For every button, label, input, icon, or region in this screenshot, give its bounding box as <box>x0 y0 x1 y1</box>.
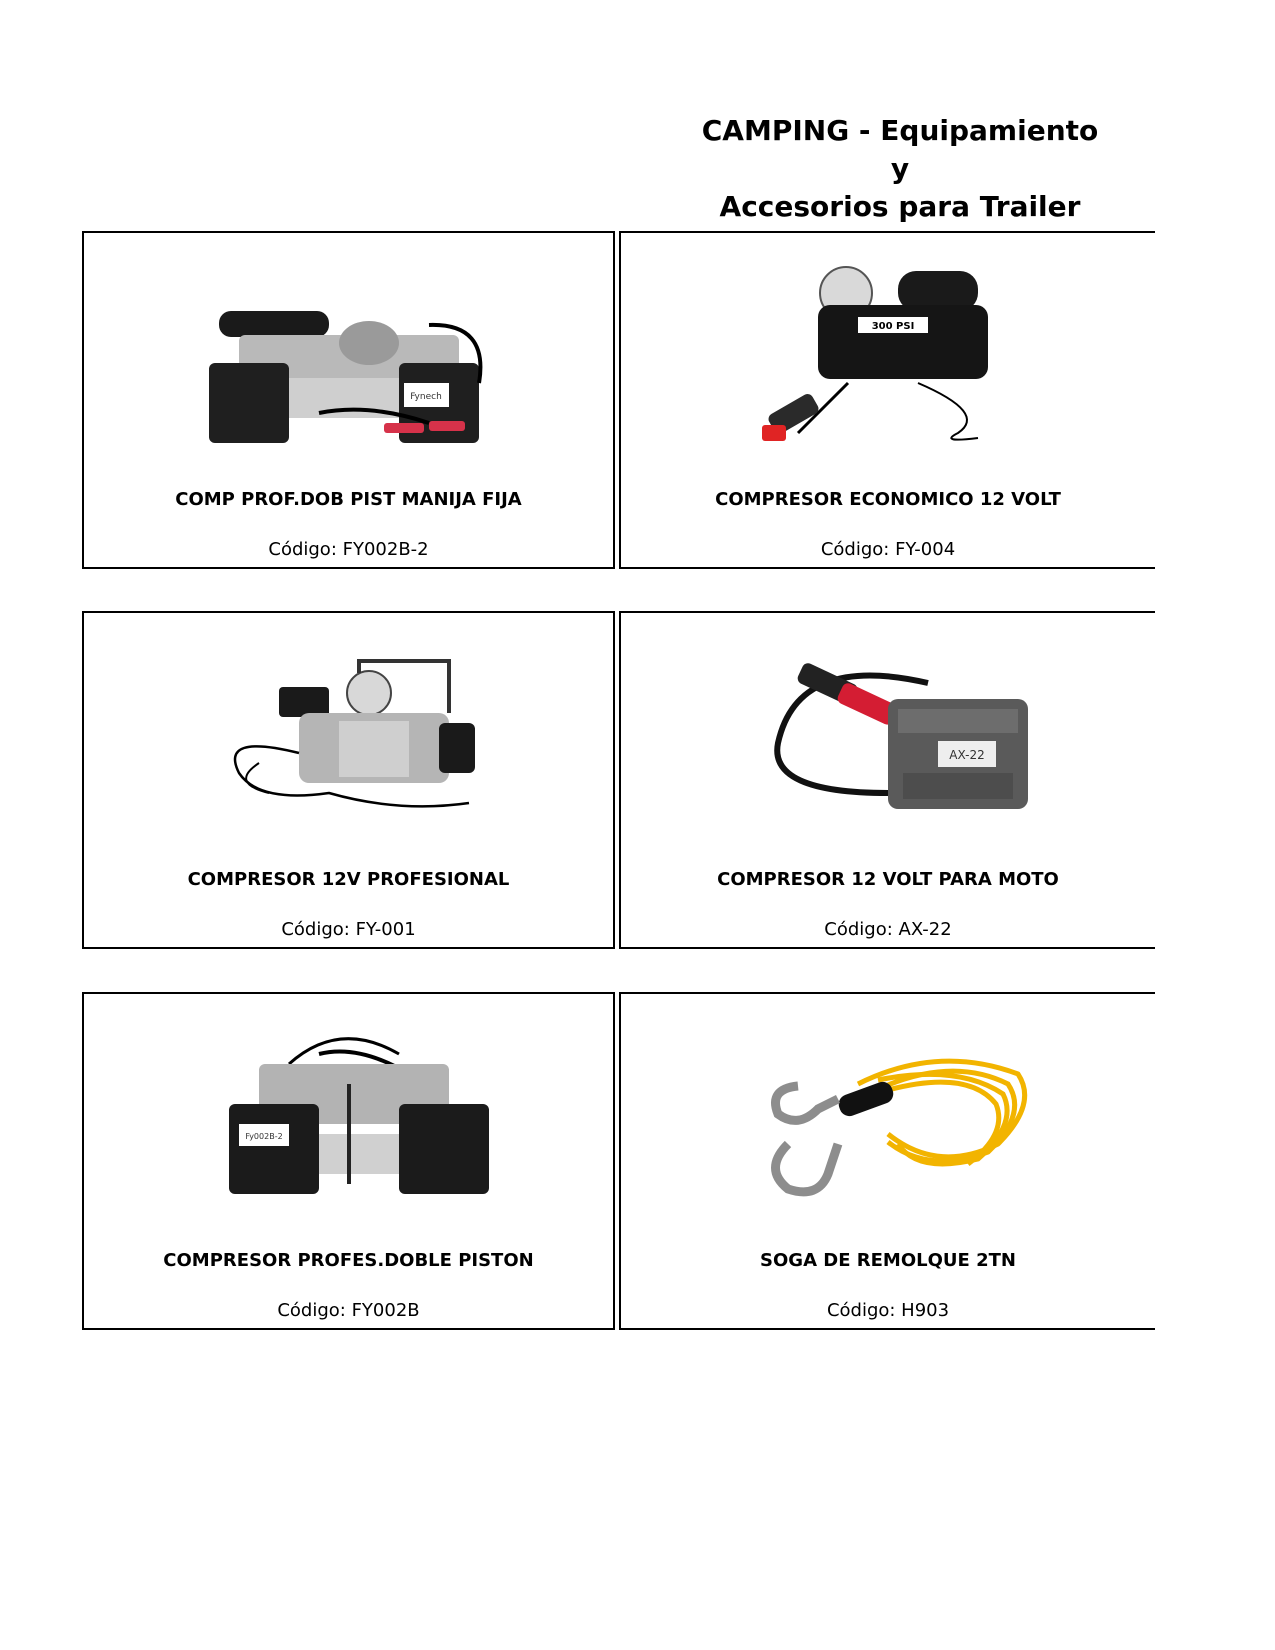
product-code: Código: FY002B-2 <box>268 539 429 560</box>
page-title-line-1: CAMPING - Equipamiento y <box>701 114 1099 185</box>
product-image-dual-piston-compressor-fixed-handle <box>199 263 499 453</box>
product-card[interactable] <box>82 231 615 569</box>
product-code: Código: FY-004 <box>820 539 956 560</box>
product-name: COMP PROF.DOB PIST MANIJA FIJA <box>175 489 522 510</box>
product-name: COMPRESOR ECONOMICO 12 VOLT <box>715 489 1061 510</box>
product-name: SOGA DE REMOLQUE 2TN <box>760 1250 1016 1271</box>
product-image-dual-piston-compressor <box>199 1024 499 1214</box>
page-title-line-2: Accesorios para Trailer <box>719 190 1081 223</box>
product-name: COMPRESOR PROFES.DOBLE PISTON <box>163 1250 534 1271</box>
page-title <box>700 112 1100 226</box>
product-code: Código: H903 <box>826 1300 950 1321</box>
product-card[interactable] <box>619 231 1155 569</box>
product-image-professional-compressor <box>199 643 499 833</box>
product-card[interactable] <box>619 611 1155 949</box>
product-image-economy-compressor <box>738 263 1038 453</box>
product-image-moto-compressor <box>738 643 1038 833</box>
product-code: Código: FY-001 <box>281 919 416 940</box>
device-label: AX-22 <box>949 748 985 762</box>
product-code: Código: AX-22 <box>824 919 952 940</box>
product-image-tow-rope <box>738 1024 1038 1214</box>
product-card[interactable] <box>82 992 615 1330</box>
device-label: Fynech <box>409 392 442 402</box>
device-label: 300 PSI <box>871 321 915 332</box>
device-label: Fy002B-2 <box>244 1132 283 1141</box>
product-name: COMPRESOR 12V PROFESIONAL <box>187 869 510 890</box>
product-card[interactable] <box>82 611 615 949</box>
product-name: COMPRESOR 12 VOLT PARA MOTO <box>717 869 1059 890</box>
product-card[interactable] <box>619 992 1155 1330</box>
product-code: Código: FY002B <box>277 1300 420 1321</box>
